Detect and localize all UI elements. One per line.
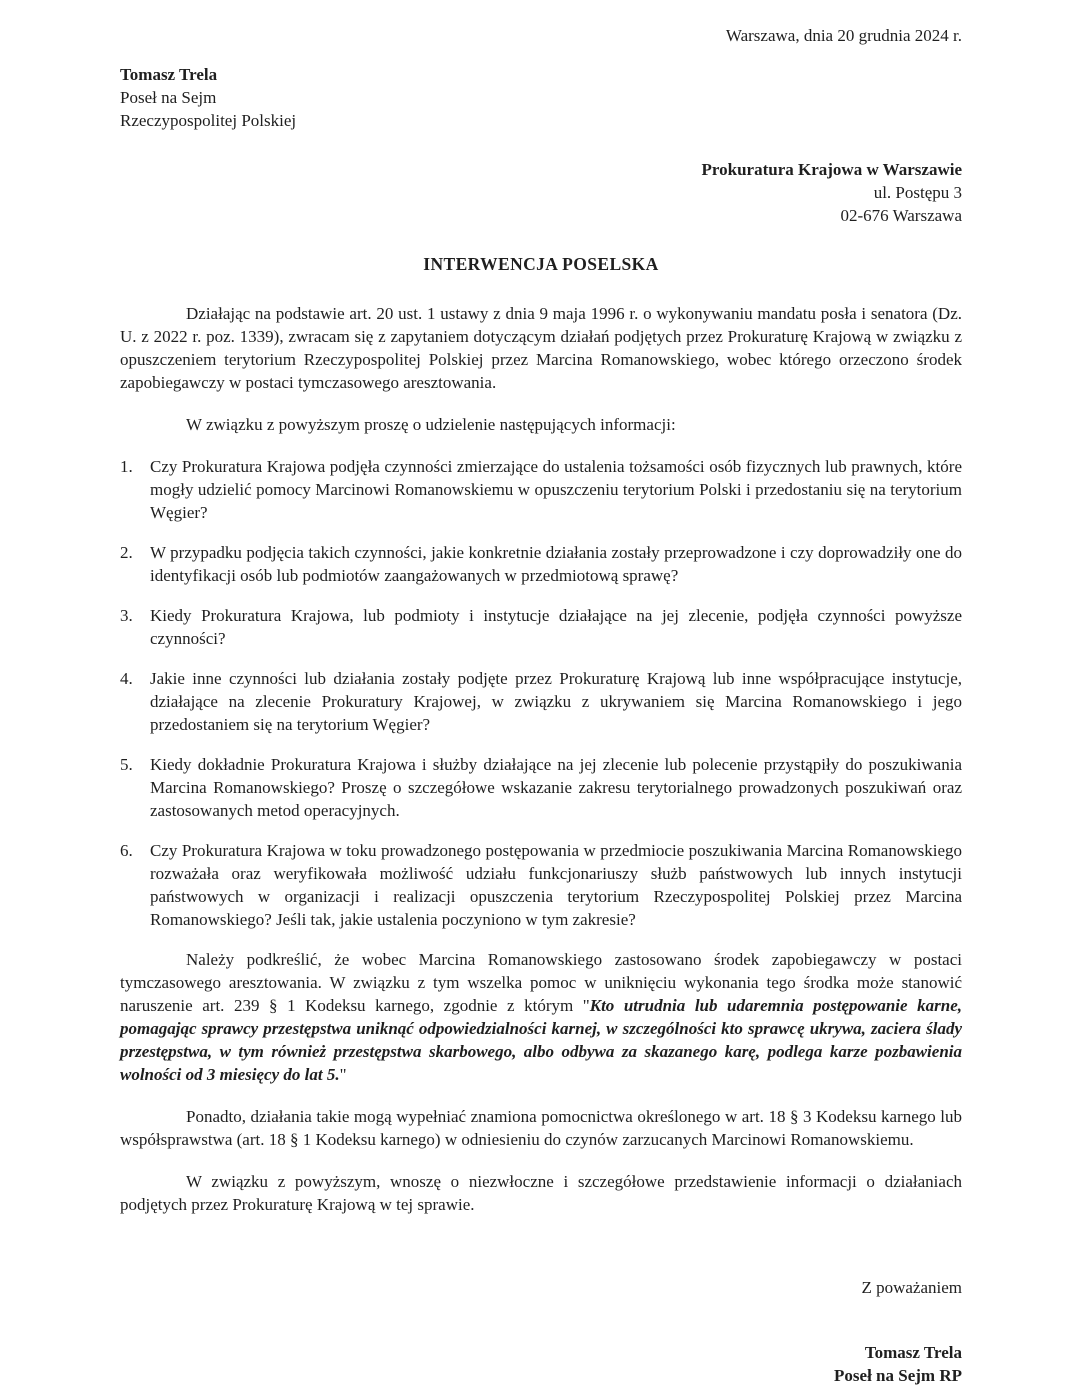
aiding-paragraph: Ponadto, działania takie mogą wypełniać znamiona pomocnictwa określonego w art. 18 § 3 Kodeksu karnego lub współsprawstwa (art. 18 § 1 Kodeksu karnego) w odniesieniu do czynów zarzucanych Marcinowi Romanowskiemu. [120,1107,962,1149]
question-number: 4. [120,669,133,688]
question-number: 2. [120,543,133,562]
question-text: Czy Prokuratura Krajowa w toku prowadzonego postępowania w przedmiocie poszukiwania Marcina Romanowskiego rozważała oraz weryfikowała możliwość udziału funkcjonariuszy służb państwowych lub innych instytucji państwowych w organizacji i realizacji opuszczenia terytorium Rzeczypospolitej Polskiej przez Marcina Romanowskiego? Jeśli tak, jakie ustalenia poczyniono w tym zakresie? [150,841,962,929]
document-title: INTERWENCJA POSELSKA [423,254,659,274]
sender-role: Poseł na Sejm [120,88,217,107]
signoff: Z poważaniem [861,1278,962,1297]
question-number: 5. [120,755,133,774]
recipient-name: Prokuratura Krajowa w Warszawie [701,160,962,179]
sender-block [120,63,962,132]
question-item-5 [120,753,962,822]
question-number: 1. [120,457,133,476]
legal-tail: " [339,1065,347,1084]
question-number: 3. [120,606,133,625]
question-text: W przypadku podjęcia takich czynności, jakie konkretnie działania zostały przeprowadzone i czy doprowadziły one do identyfikacji osób lub podmiotów zaangażowanych w przedmiotową sprawę? [150,543,962,585]
question-item-1 [120,455,962,524]
question-item-6 [120,839,962,931]
question-item-3 [120,604,962,650]
legal-lead: Należy podkreślić, że wobec Marcina Romanowskiego zastosowano środek zapobiegawczy w postaci tymczasowego aresztowania. W związku z tym wszelka pomoc w uniknięciu wykonania tego środka może stanowić naruszenie art. 239 § 1 Kodeksu karnego, zgodnie z którym " [120,950,962,1015]
recipient-block [120,158,962,227]
question-item-2 [120,541,962,587]
question-text: Jakie inne czynności lub działania zostały podjęte przez Prokuraturę Krajową lub inne współpracujące instytucje, działające na zlecenie Prokuratury Krajowej, w związku z ukrywaniem się Marcina Romanowskiego i jego przedostaniem się na terytorium Węgier? [150,669,962,734]
question-text: Czy Prokuratura Krajowa podjęła czynności zmierzające do ustalenia tożsamości osób fizycznych lub prawnych, które mogły udzielić pomocy Marcinowi Romanowskiemu w opuszczeniu terytorium Polski i przedostaniu się na terytorium Węgier? [150,457,962,522]
intro-paragraph: Działając na podstawie art. 20 ust. 1 ustawy z dnia 9 maja 1996 r. o wykonywaniu mandatu posła i senatora (Dz. U. z 2022 r. poz. 1339), zwracam się z zapytaniem dotyczącym działań podjętych przez Prokuraturę Krajową w związku z opuszczeniem terytorium Rzeczypospolitej Polskiej przez Marcina Romanowskiego, wobec którego orzeczono środek zapobiegawczy w postaci tymczasowego aresztowania. [120,304,962,392]
legal-quote: Kto utrudnia lub udaremnia postępowanie karne, pomagając sprawcy przestępstwa uniknąć odpowiedzialności karnej, w szczególności kto sprawcę ukrywa, zaciera ślady przestępstwa, w tym również przestępstwa skarbowego, albo odbywa za skazanego karę, podlega karze pozbawienia wolności od 3 miesięcy do lat 5. [120,996,962,1084]
recipient-city: 02-676 Warszawa [840,206,962,225]
date-line: Warszawa, dnia 20 grudnia 2024 r. [725,26,962,45]
sender-name: Tomasz Trela [120,65,218,84]
question-text: Kiedy dokładnie Prokuratura Krajowa i służby działające na jej zlecenie lub polecenie przystąpiły do poszukiwania Marcina Romanowskiego? Proszę o szczegółowe wskazanie zakresu terytorialnego prowadzonych poszukiwań oraz zastosowanych metod operacyjnych. [150,755,962,820]
question-text: Kiedy Prokuratura Krajowa, lub podmioty i instytucje działające na jej zlecenie, podjęła czynności powyższe czynności? [150,606,962,648]
legal-paragraph [120,948,962,1086]
question-number: 6. [120,841,133,860]
signature-name: Tomasz Trela [864,1343,962,1362]
questions-list [120,455,962,931]
question-item-4 [120,667,962,736]
sender-institution: Rzeczypospolitej Polskiej [120,111,297,130]
request-line: W związku z powyższym proszę o udzielenie następujących informacji: [186,415,676,434]
signature-block [120,1341,962,1387]
recipient-street: ul. Postępu 3 [873,183,962,202]
signature-title: Poseł na Sejm RP [834,1366,962,1385]
closing-paragraph: W związku z powyższym, wnoszę o niezwłoczne i szczegółowe przedstawienie informacji o działaniach podjętych przez Prokuraturę Krajową w tej sprawie. [120,1172,962,1214]
